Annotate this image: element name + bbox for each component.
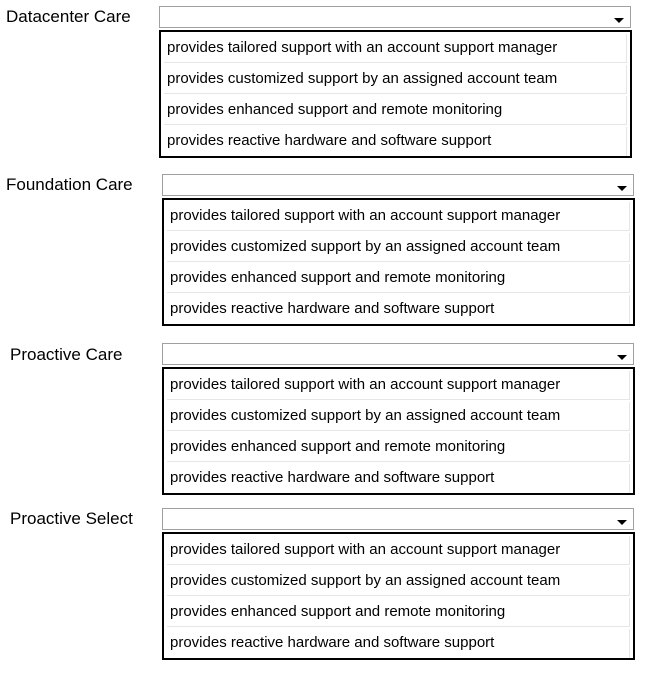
dropdown-option[interactable]: provides tailored support with an account support manager — [167, 202, 630, 231]
dropdown-label: Datacenter Care — [6, 7, 131, 26]
chevron-down-icon[interactable] — [617, 355, 627, 360]
dropdown-options-list — [159, 30, 632, 158]
dropdown-option[interactable]: provides reactive hardware and software support — [164, 127, 627, 156]
dropdown-option[interactable]: provides customized support by an assigned account team — [167, 402, 630, 431]
dropdown-options-list — [162, 367, 635, 495]
dropdown-options-list — [162, 532, 635, 660]
dropdown-option[interactable]: provides reactive hardware and software support — [167, 629, 630, 658]
dropdown-option[interactable]: provides customized support by an assigned account team — [167, 233, 630, 262]
dropdown-option[interactable]: provides customized support by an assigned account team — [164, 65, 627, 94]
chevron-down-icon[interactable] — [614, 18, 624, 23]
dropdown-option[interactable]: provides reactive hardware and software support — [167, 295, 630, 324]
dropdown-option[interactable]: provides enhanced support and remote monitoring — [164, 96, 627, 125]
dropdown-select[interactable] — [162, 174, 634, 196]
dropdown-option[interactable]: provides reactive hardware and software support — [167, 464, 630, 493]
dropdown-option[interactable]: provides tailored support with an account support manager — [167, 536, 630, 565]
chevron-down-icon[interactable] — [617, 520, 627, 525]
dropdown-option[interactable]: provides customized support by an assigned account team — [167, 567, 630, 596]
chevron-down-icon[interactable] — [617, 186, 627, 191]
dropdown-option[interactable]: provides enhanced support and remote monitoring — [167, 598, 630, 627]
dropdown-select[interactable] — [159, 6, 631, 28]
dropdown-option[interactable]: provides enhanced support and remote monitoring — [167, 264, 630, 293]
dropdown-label: Foundation Care — [6, 175, 133, 194]
dropdown-label: Proactive Select — [10, 509, 133, 528]
dropdown-options-list — [162, 198, 635, 326]
dropdown-label: Proactive Care — [10, 345, 123, 364]
dropdown-option[interactable]: provides tailored support with an account support manager — [164, 34, 627, 63]
dropdown-select[interactable] — [162, 343, 634, 365]
dropdown-option[interactable]: provides enhanced support and remote monitoring — [167, 433, 630, 462]
dropdown-option[interactable]: provides tailored support with an account support manager — [167, 371, 630, 400]
dropdown-select[interactable] — [162, 508, 634, 530]
